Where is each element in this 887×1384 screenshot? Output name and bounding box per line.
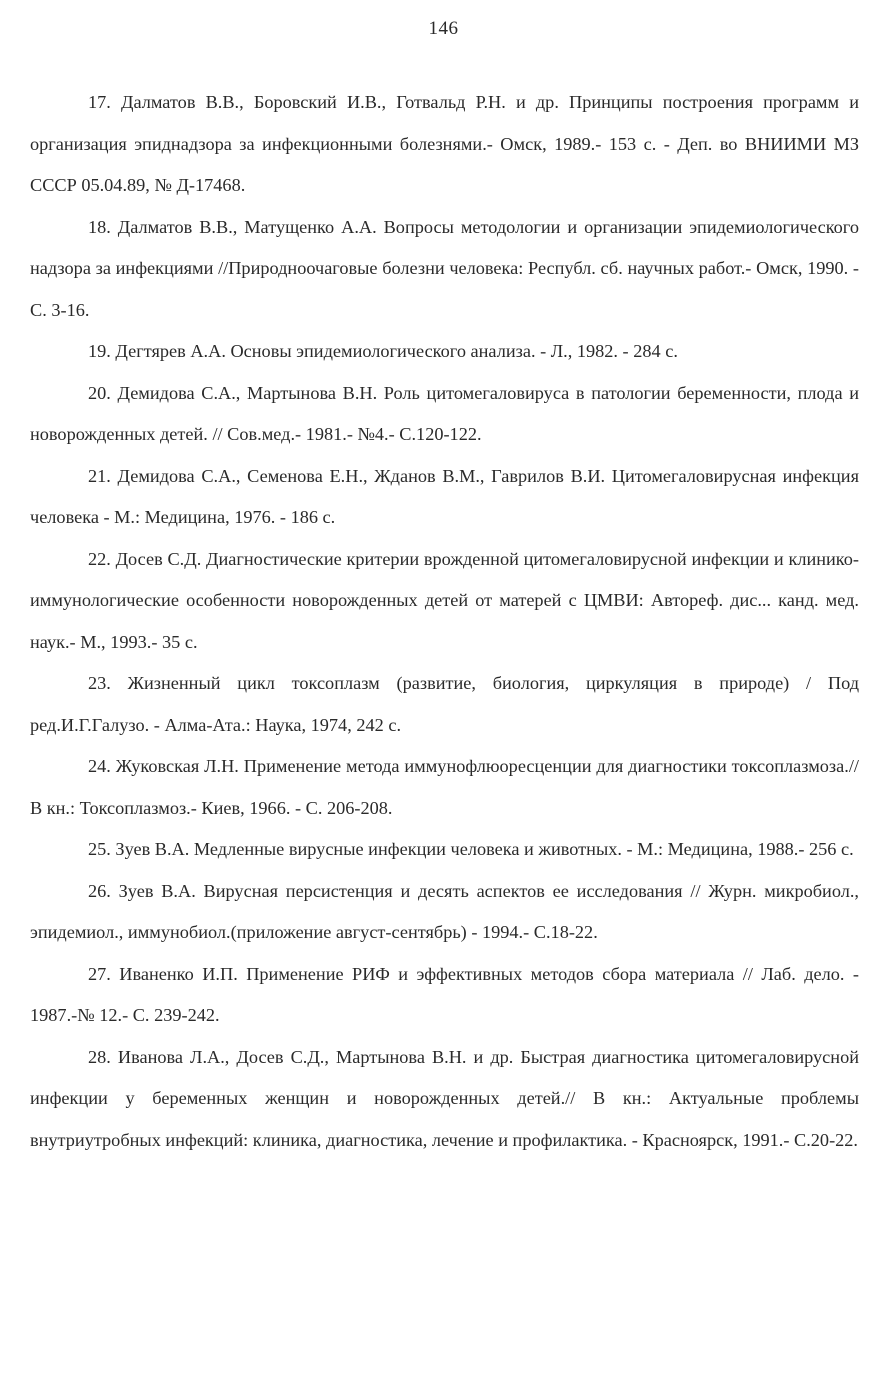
reference-item: 21. Демидова С.А., Семенова Е.Н., Жданов В.М., Гаврилов В.И. Цитомегаловирусная инфекция человека - М.: Медицина, 1976. - 186 с. [30,465,859,527]
page-number: 146 [428,18,459,39]
reference-item: 26. Зуев В.А. Вирусная персистенция и десять аспектов ее исследования // Журн. микробиол., эпидемиол., иммунобиол.(приложение август-сентябрь) - 1994.- С.18-22. [30,880,859,942]
reference-item: 28. Иванова Л.А., Досев С.Д., Мартынова В.Н. и др. Быстрая диагностика цитомегаловирусной инфекции у беременных женщин и новорожденных детей.// В кн.: Актуальные проблемы внутриутробных инфекций: клиника, диагностика, лечение и профилактика. - Красноярск, 1991.- С.20-22. [30,1046,859,1150]
reference-list [30,82,859,1161]
reference-item: 27. Иваненко И.П. Применение РИФ и эффективных методов сбора материала // Лаб. дело. - 1987.-№ 12.- С. 239-242. [30,963,859,1025]
reference-item: 25. Зуев В.А. Медленные вирусные инфекции человека и животных. - М.: Медицина, 1988.- 256 с. [88,839,854,859]
reference-item: 24. Жуковская Л.Н. Применение метода иммунофлюоресценции для диагностики токсоплазмоза.// В кн.: Токсоплазмоз.- Киев, 1966. - С. 206-208. [30,756,859,818]
reference-item: 23. Жизненный цикл токсоплазм (развитие, биология, циркуляция в природе) / Под ред.И.Г.Галузо. - Алма-Ата.: Наука, 1974, 242 с. [30,673,859,735]
reference-item: 22. Досев С.Д. Диагностические критерии врожденной цитомегаловирусной инфекции и клинико-иммунологические особенности новорожденных детей от матерей с ЦМВИ: Автореф. дис... канд. мед. наук.- М., 1993.- 35 с. [30,548,859,652]
reference-item: 17. Далматов В.В., Боровский И.В., Готвальд Р.Н. и др. Принципы построения программ и организация эпиднадзора за инфекционными болезнями.- Омск, 1989.- 153 с. - Деп. во ВНИИМИ МЗ СССР 05.04.89, № Д-17468. [30,92,859,195]
reference-item: 20. Демидова С.А., Мартынова В.Н. Роль цитомегаловируса в патологии беременности, плода и новорожденных детей. // Сов.мед.- 1981.- №4.- С.120-122. [30,382,859,444]
reference-item: 19. Дегтярев А.А. Основы эпидемиологического анализа. - Л., 1982. - 284 с. [88,341,678,361]
reference-item: 18. Далматов В.В., Матущенко А.А. Вопросы методологии и организации эпидемиологического надзора за инфекциями //Природноочаговые болезни человека: Республ. сб. научных работ.- Омск, 1990. - С. 3-16. [30,216,859,320]
